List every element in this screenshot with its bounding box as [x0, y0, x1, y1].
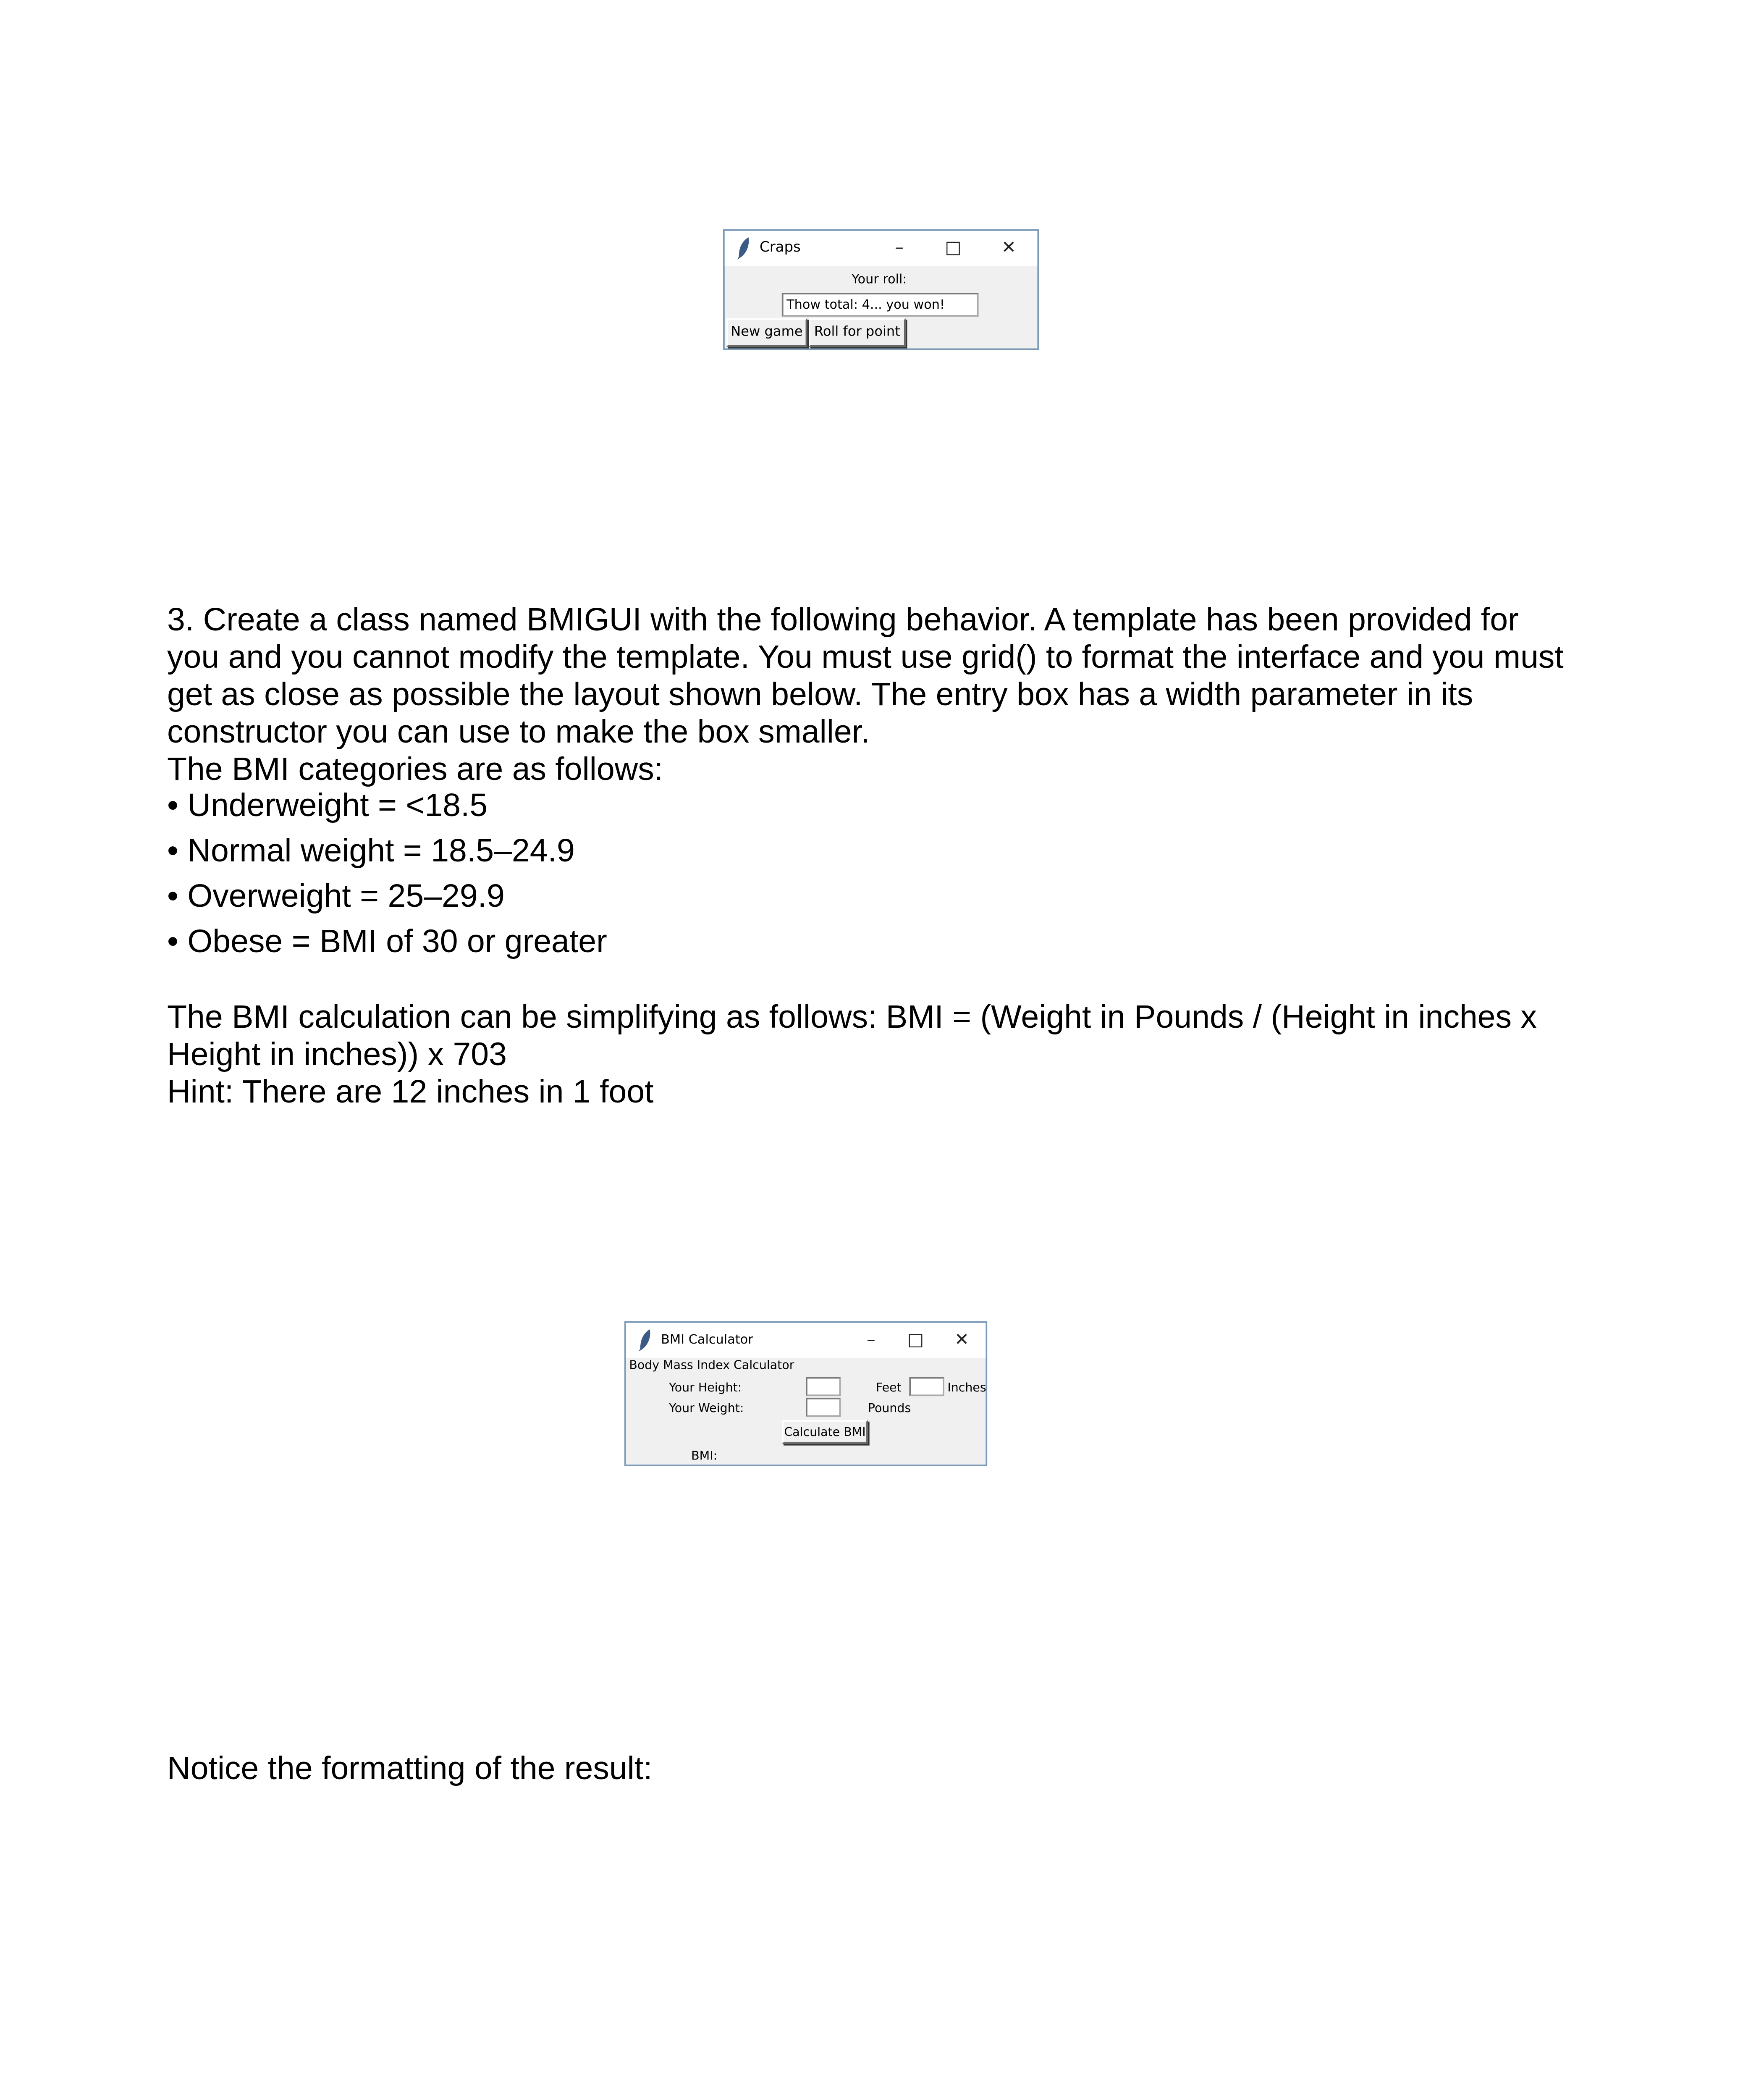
heading-label: Body Mass Index Calculator [629, 1358, 794, 1373]
weight-label: Your Weight: [669, 1401, 744, 1415]
maximize-icon[interactable]: □ [907, 1329, 924, 1350]
close-icon[interactable]: ✕ [1001, 237, 1016, 258]
feet-entry[interactable] [806, 1377, 841, 1396]
height-label: Your Height: [669, 1380, 742, 1395]
roll-for-point-button[interactable]: Roll for point [809, 318, 906, 347]
minimize-icon[interactable]: – [867, 1329, 875, 1350]
new-game-button[interactable]: New game [726, 318, 807, 347]
minimize-icon[interactable]: – [895, 237, 904, 258]
notice-line: Notice the formatting of the result: [167, 1750, 653, 1786]
bmi-label: BMI: [691, 1449, 718, 1463]
maximize-icon[interactable]: □ [945, 237, 962, 258]
bmi-titlebar [626, 1323, 986, 1358]
list-item: • Obese = BMI of 30 or greater [167, 923, 607, 959]
window-title: BMI Calculator [661, 1332, 753, 1347]
list-item: • Overweight = 25–29.9 [167, 878, 505, 914]
formula-line-2: Height in inches)) x 703 [167, 1036, 507, 1072]
your-roll-label: Your roll: [852, 272, 907, 287]
craps-titlebar [725, 231, 1038, 266]
instruction-line-3: get as close as possible the layout shown below. The entry box has a width parameter in its [167, 676, 1473, 712]
calculate-bmi-button[interactable]: Calculate BMI [782, 1420, 868, 1444]
categories-heading: The BMI categories are as follows: [167, 751, 663, 787]
instruction-line-1: 3. Create a class named BMIGUI with the following behavior. A template has been provided for [167, 601, 1519, 638]
weight-entry[interactable] [806, 1398, 841, 1417]
list-item: • Underweight = <18.5 [167, 787, 488, 823]
feather-icon [736, 237, 752, 260]
list-item: • Normal weight = 18.5–24.9 [167, 832, 575, 869]
inches-entry[interactable] [909, 1377, 944, 1396]
close-icon[interactable]: ✕ [954, 1329, 969, 1350]
hint-line: Hint: There are 12 inches in 1 foot [167, 1074, 654, 1110]
feather-icon [637, 1329, 653, 1352]
instruction-line-4: constructor you can use to make the box smaller. [167, 714, 870, 750]
pounds-label: Pounds [868, 1401, 911, 1415]
feet-label: Feet [875, 1380, 902, 1395]
window-title: Craps [759, 240, 801, 257]
instruction-line-2: you and you cannot modify the template. You must use grid() to format the interface and you must [167, 639, 1564, 675]
craps-window [723, 229, 1039, 350]
roll-result-entry[interactable]: Thow total: 4... you won! [782, 293, 979, 317]
bmi-categories-list [167, 782, 607, 964]
bmi-window-empty [624, 1321, 987, 1466]
formula-line-1: The BMI calculation can be simplifying as follows: BMI = (Weight in Pounds / (Height in inches x [167, 999, 1537, 1035]
inches-label: Inches [947, 1380, 986, 1395]
